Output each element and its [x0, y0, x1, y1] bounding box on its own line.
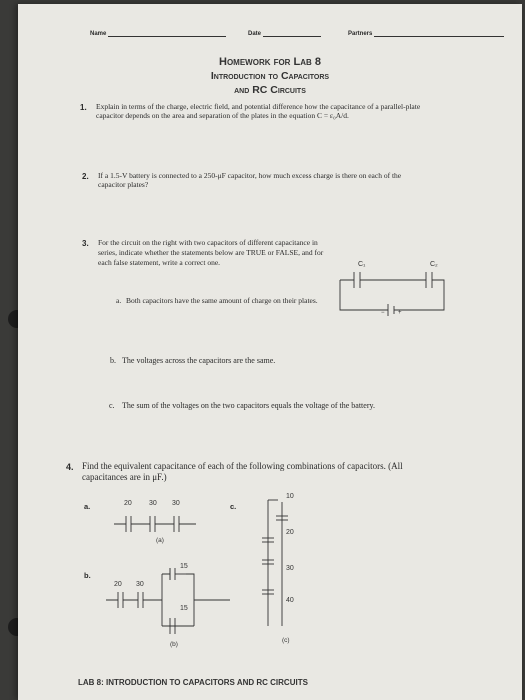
q1-number: 1.: [80, 103, 87, 112]
q1-text: Explain in terms of the charge, electric field, and potential difference how the capacitance of a parallel-plate capacitor depends on the area and separation of the plates in the equation C = ε₀A/d.: [96, 102, 421, 120]
c1-label: C₁: [358, 261, 366, 268]
q3a-text: Both capacitors have the same amount of charge on their plates.: [126, 296, 318, 305]
q4c-value-1: 10: [286, 493, 294, 500]
q4b-value-2: 30: [136, 581, 144, 588]
q4b-value-4: 15: [180, 605, 188, 612]
c2-label: C₂: [430, 261, 438, 268]
q4a-value-1: 20: [124, 500, 132, 507]
svg-text:−: −: [381, 310, 385, 316]
q4c-value-4: 40: [286, 597, 294, 604]
worksheet-page: [18, 4, 522, 700]
name-label: Name: [90, 31, 107, 37]
q2-number: 2.: [82, 172, 89, 181]
q4a-circuit: [104, 494, 224, 544]
q3b-label: b.: [110, 356, 116, 365]
q4-text: Find the equivalent capacitance of each of the following combinations of capacitors. (All capacitances are in μF.): [82, 461, 403, 482]
q4c-value-2: 20: [286, 529, 294, 536]
q4a-label: a.: [84, 502, 91, 511]
partners-label: Partners: [348, 31, 373, 37]
date-field[interactable]: [248, 30, 321, 37]
svg-text:+: +: [398, 310, 402, 316]
q3-number: 3.: [82, 239, 89, 248]
q4c-caption: (c): [282, 637, 290, 644]
q4a-value-3: 30: [172, 500, 180, 507]
q4b-value-3: 15: [180, 563, 188, 570]
q4b-circuit: [100, 560, 250, 650]
q3-text: For the circuit on the right with two capacitors of different capacitance in series, indicate whether the statements below are TRUE or FALSE, and for each false statement, write a correct one.: [98, 238, 324, 267]
q3c-text: The sum of the voltages on the two capacitors equals the voltage of the battery.: [122, 401, 375, 410]
page-footer: LAB 8: INTRODUCTION TO CAPACITORS AND RC CIRCUITS: [78, 678, 308, 687]
q4a-value-2: 30: [149, 500, 157, 507]
title-line-3: and RC Circuits: [234, 84, 306, 96]
title-line-1: Homework for Lab 8: [219, 56, 321, 68]
q3-series-circuit-diagram: [318, 254, 458, 334]
name-field[interactable]: [90, 30, 226, 37]
q4b-value-1: 20: [114, 581, 122, 588]
q4b-label: b.: [84, 571, 91, 580]
q4c-circuit: [248, 490, 318, 650]
q4c-value-3: 30: [286, 565, 294, 572]
q2-text: If a 1.5-V battery is connected to a 250-μF capacitor, how much excess charge is there on each of the capacitor plates?: [98, 171, 402, 189]
q3b-text: The voltages across the capacitors are the same.: [122, 356, 276, 365]
q4b-caption: (b): [170, 641, 178, 648]
date-label: Date: [248, 31, 262, 37]
q3c-label: c.: [109, 401, 115, 410]
q4c-label: c.: [230, 502, 237, 511]
q4a-caption: (a): [156, 537, 164, 544]
partners-field[interactable]: [348, 30, 504, 37]
q4-number: 4.: [66, 462, 74, 472]
q3a-label: a.: [116, 296, 122, 305]
title-line-2: Introduction to Capacitors: [210, 70, 330, 82]
